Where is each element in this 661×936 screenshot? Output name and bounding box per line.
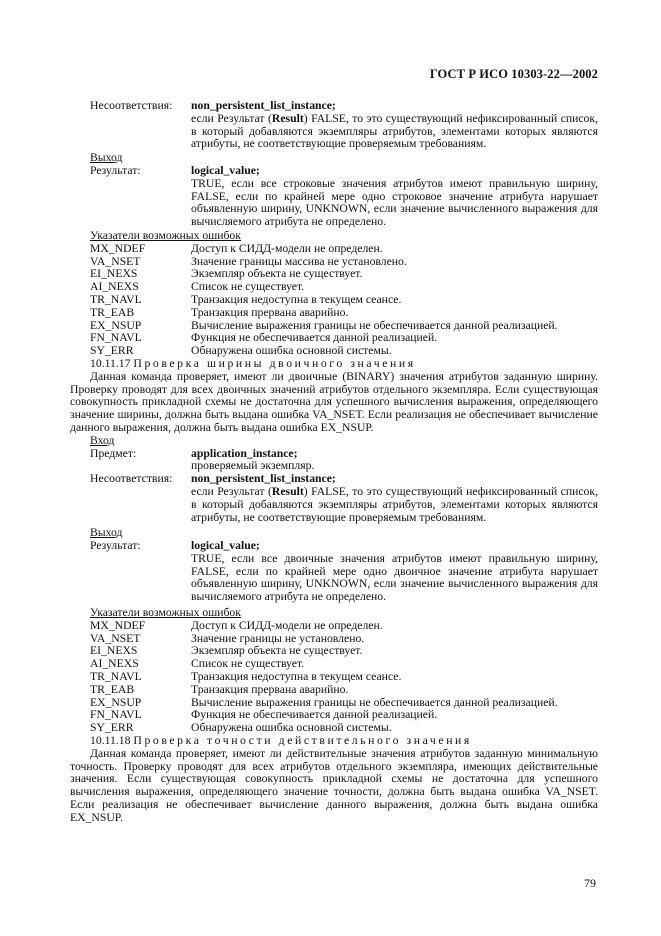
nonconformances-label: Несоответствия: bbox=[90, 472, 173, 486]
section-number: 10.11.18 bbox=[90, 734, 131, 748]
errors-heading: Указатели возможных ошибок bbox=[90, 606, 241, 620]
subject-type: application_instance; bbox=[191, 446, 298, 460]
error-code: VA_NSET bbox=[90, 254, 141, 268]
section-number: 10.11.17 bbox=[90, 356, 131, 370]
subject-label: Предмет: bbox=[90, 446, 137, 460]
subject-block bbox=[90, 448, 598, 474]
error-desc: Экземпляр объекта не существует. bbox=[191, 267, 363, 281]
nonconformances-block bbox=[90, 473, 598, 524]
error-desc: Вычисление выражения границы не обеспечивается данной реализацией. bbox=[191, 695, 558, 709]
subject-value bbox=[191, 448, 598, 474]
nonconformances-text-b: ) FALSE, то это существующий нефиксированный список, в который добавляются экземпляры атрибутов, элементами которых являются атрибуты, не соответствующие проверяемым требованиям. bbox=[191, 484, 598, 524]
nonconformances-label: Несоответствия: bbox=[90, 99, 173, 112]
section-title: Проверка точности действительного значения bbox=[133, 734, 472, 748]
error-desc: Функция не обеспечивается данной реализацией. bbox=[191, 331, 438, 345]
error-row bbox=[90, 620, 598, 633]
error-code: SY_ERR bbox=[90, 721, 134, 735]
error-code: EX_NSUP bbox=[90, 318, 142, 332]
error-desc: Транзакция недоступна в текущем сеансе. bbox=[191, 292, 402, 306]
input-heading: Вход bbox=[90, 433, 115, 447]
document-header: ГОСТ Р ИСО 10303-22—2002 bbox=[429, 67, 598, 81]
error-row bbox=[90, 684, 598, 697]
nonconformances-text-a: если Результат ( bbox=[191, 111, 272, 125]
error-desc: Обнаружена ошибка основной системы. bbox=[191, 721, 392, 735]
error-row bbox=[90, 243, 598, 256]
error-code: FN_NAVL bbox=[90, 708, 142, 722]
section-title: Проверка ширины двоичного значения bbox=[133, 356, 416, 370]
result-text: TRUE, если все двоичные значения атрибутов имеют правильную ширину, FALSE, если по крайней мере одно двоичное значение атрибута нарушает объявленную ширину, UNKNOWN, если значение вычисленного выражения для вычисляемого атрибута не определено. bbox=[191, 551, 598, 604]
nonconformances-text-b: ) FALSE, то это существующий нефиксированный список, в который добавляются экземпляры атрибутов, элементами которых являются атрибуты, не соответствующие проверяемым требованиям. bbox=[191, 111, 598, 151]
error-desc: Транзакция недоступна в текущем сеансе. bbox=[191, 670, 402, 684]
error-desc: Вычисление выражения границы не обеспечивается данной реализацией. bbox=[191, 318, 558, 332]
output-heading: Выход bbox=[90, 151, 123, 165]
result-type: logical_value; bbox=[191, 163, 260, 177]
error-desc: Доступ к СИДД-модели не определен. bbox=[191, 618, 383, 632]
error-desc: Список не существует. bbox=[191, 657, 305, 671]
error-row bbox=[90, 268, 598, 281]
page-number: 79 bbox=[584, 876, 596, 890]
result-value bbox=[191, 165, 598, 229]
error-code: MX_NDEF bbox=[90, 618, 146, 632]
error-code: AI_NEXS bbox=[90, 280, 139, 294]
result-value bbox=[191, 540, 598, 604]
error-code: EX_NSUP bbox=[90, 695, 142, 709]
nonconformances-block bbox=[90, 100, 598, 151]
error-code: TR_EAB bbox=[90, 305, 135, 319]
nonconformances-type: non_persistent_list_instance; bbox=[191, 472, 336, 486]
error-code: VA_NSET bbox=[90, 631, 141, 645]
error-list bbox=[90, 620, 598, 735]
error-desc: Список не существует. bbox=[191, 280, 305, 294]
error-desc: Транзакция прервана аварийно. bbox=[191, 305, 349, 319]
section-paragraph: Данная команда проверяет, имеют ли двоичные (BINARY) значения атрибутов заданную ширину. Проверку проводят для всех двоичных значений атрибутов отдельного экземпляра. Если существующая совокупность прикладной схемы не достаточна для успешного вычисления выражения, определяющего значение ширины, должна быть выдана ошибка VA_NSET. Если реализация не обеспечивает вычисление данного выражения, должна быть выдана ошибка EX_NSUP. bbox=[70, 369, 598, 434]
error-desc: Экземпляр объекта не существует. bbox=[191, 644, 363, 658]
error-code: EI_NEXS bbox=[90, 267, 138, 281]
output-heading: Выход bbox=[90, 526, 123, 540]
error-code: TR_EAB bbox=[90, 682, 135, 696]
error-row bbox=[90, 645, 598, 658]
error-row bbox=[90, 307, 598, 320]
error-list bbox=[90, 243, 598, 358]
error-row bbox=[90, 345, 598, 358]
error-desc: Обнаружена ошибка основной системы. bbox=[191, 344, 392, 358]
result-block bbox=[90, 540, 598, 604]
error-desc: Значение границы массива не установлено. bbox=[191, 254, 407, 268]
error-code: TR_NAVL bbox=[90, 670, 142, 684]
section-paragraph: Данная команда проверяет, имеют ли действительные значения атрибутов заданную минимальную точность. Проверку проводят для всех атрибутов отдельного экземпляра, имеющих действительные значения. Если существующая совокупность прикладной схемы не достаточна для успешного вычисления выражения, определяющего значение точности, должна быть выдана ошибка VA_NSET. Если реализация не обеспечивает вычисление данного выражения, должна быть выдана ошибка EX_NSUP. bbox=[70, 746, 598, 824]
error-desc: Доступ к СИДД-модели не определен. bbox=[191, 241, 383, 255]
errors-heading: Указатели возможных ошибок bbox=[90, 228, 241, 242]
nonconformances-value bbox=[191, 473, 598, 524]
error-row bbox=[90, 671, 598, 684]
page-content bbox=[70, 99, 598, 825]
result-type: logical_value; bbox=[191, 539, 260, 553]
section-heading-10-11-18 bbox=[90, 735, 598, 748]
error-code: SY_ERR bbox=[90, 344, 134, 358]
subject-text: проверяемый экземпляр. bbox=[191, 459, 315, 473]
error-code: AI_NEXS bbox=[90, 657, 139, 671]
error-desc: Значение границы не установлено. bbox=[191, 631, 365, 645]
section-heading-10-11-17 bbox=[90, 358, 598, 371]
nonconformances-type: non_persistent_list_instance; bbox=[191, 99, 336, 112]
error-row bbox=[90, 294, 598, 307]
error-code: TR_NAVL bbox=[90, 292, 142, 306]
nonconformances-value bbox=[191, 100, 598, 151]
error-desc: Транзакция прервана аварийно. bbox=[191, 682, 349, 696]
error-code: FN_NAVL bbox=[90, 331, 142, 345]
error-code: MX_NDEF bbox=[90, 241, 146, 255]
nonconformances-text-a: если Результат ( bbox=[191, 484, 272, 498]
result-label: Результат: bbox=[90, 539, 141, 553]
error-row bbox=[90, 722, 598, 735]
result-block bbox=[90, 165, 598, 229]
result-text: TRUE, если все строковые значения атрибутов имеют правильную ширину, FALSE, если по крайней мере одно строковое значение атрибута нарушает объявленную ширину, UNKNOWN, если значение вычисленного выражения для вычисляемого атрибута не определено. bbox=[191, 176, 598, 229]
error-desc: Функция не обеспечивается данной реализацией. bbox=[191, 708, 438, 722]
result-keyword: Result bbox=[271, 484, 304, 498]
result-keyword: Result bbox=[271, 111, 304, 125]
result-label: Результат: bbox=[90, 163, 141, 177]
error-code: EI_NEXS bbox=[90, 644, 138, 658]
